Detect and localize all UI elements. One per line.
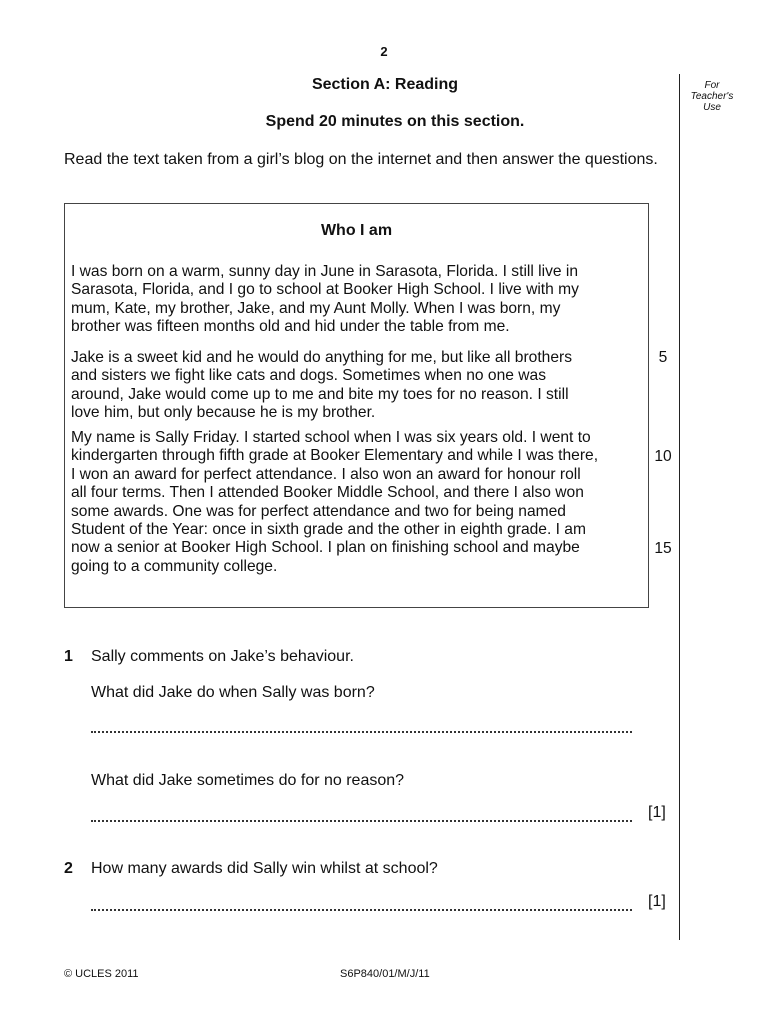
question-2-number: 2 — [64, 860, 73, 877]
answer-line-1a[interactable] — [91, 731, 632, 733]
passage-paragraph-1 — [71, 263, 646, 337]
footer-paper-code: S6P840/01/M/J/11 — [340, 968, 430, 980]
line-number-10: 10 — [654, 448, 672, 465]
passage-line: brother was fifteen months old and hid under the table from me. — [71, 318, 510, 336]
teacher-use-line: For — [704, 80, 720, 91]
footer-copyright: © UCLES 2011 — [64, 968, 139, 980]
section-title: Section A: Reading — [311, 76, 459, 93]
teacher-use-label — [682, 80, 742, 113]
reading-intro: Read the text taken from a girl’s blog on the internet and then answer the questions. — [64, 151, 658, 168]
teacher-margin-rule — [679, 74, 680, 940]
teacher-use-line: Use — [703, 102, 721, 113]
question-1a-text: What did Jake do when Sally was born? — [91, 684, 375, 701]
passage-line: and sisters we fight like cats and dogs. Sometimes when no one was — [71, 367, 546, 385]
passage-line: now a senior at Booker High School. I plan on finishing school and maybe — [71, 539, 580, 557]
passage-line: I was born on a warm, sunny day in June in Sarasota, Florida. I still live in — [71, 263, 579, 280]
passage-paragraph-3 — [71, 429, 646, 576]
passage-line: some awards. One was for perfect attendance and two for being named — [71, 502, 566, 520]
passage-line: all four terms. Then I attended Booker Middle School, and there I also won — [71, 484, 584, 502]
passage-line: mum, Kate, my brother, Jake, and my Aunt Molly. When I was born, my — [71, 299, 561, 317]
line-number-15: 15 — [654, 540, 672, 557]
line-number-5: 5 — [658, 349, 668, 366]
answer-line-2[interactable] — [91, 909, 632, 911]
question-1b-text: What did Jake sometimes do for no reason? — [91, 772, 405, 789]
section-instruction: Spend 20 minutes on this section. — [265, 113, 525, 130]
passage-paragraph-2 — [71, 349, 646, 423]
passage-line: My name is Sally Friday. I started school when I was six years old. I went to — [71, 429, 591, 446]
question-1-number: 1 — [64, 648, 73, 665]
passage-line: going to a community college. — [71, 557, 278, 575]
passage-line: I won an award for perfect attendance. I also won an award for honour roll — [71, 465, 581, 483]
answer-line-1b[interactable] — [91, 820, 632, 822]
passage-line: Student of the Year: once in sixth grade and the other in eighth grade. I am — [71, 521, 586, 539]
question-2-mark: [1] — [648, 893, 666, 910]
passage-line: around, Jake would come up to me and bite my toes for no reason. I still — [71, 385, 569, 403]
passage-line: Sarasota, Florida, and I go to school at Booker High School. I live with my — [71, 281, 579, 299]
passage-title: Who I am — [320, 222, 393, 239]
teacher-use-line: Teacher's — [690, 91, 734, 102]
question-2-stem: How many awards did Sally win whilst at school? — [91, 860, 438, 877]
question-1-mark: [1] — [648, 804, 666, 821]
passage-line: love him, but only because he is my brother. — [71, 404, 376, 422]
question-1-stem: Sally comments on Jake’s behaviour. — [91, 648, 354, 665]
passage-line: Jake is a sweet kid and he would do anything for me, but like all brothers — [71, 349, 573, 366]
passage-line: kindergarten through fifth grade at Booker Elementary and while I was there, — [71, 447, 599, 465]
page-number: 2 — [380, 44, 388, 59]
